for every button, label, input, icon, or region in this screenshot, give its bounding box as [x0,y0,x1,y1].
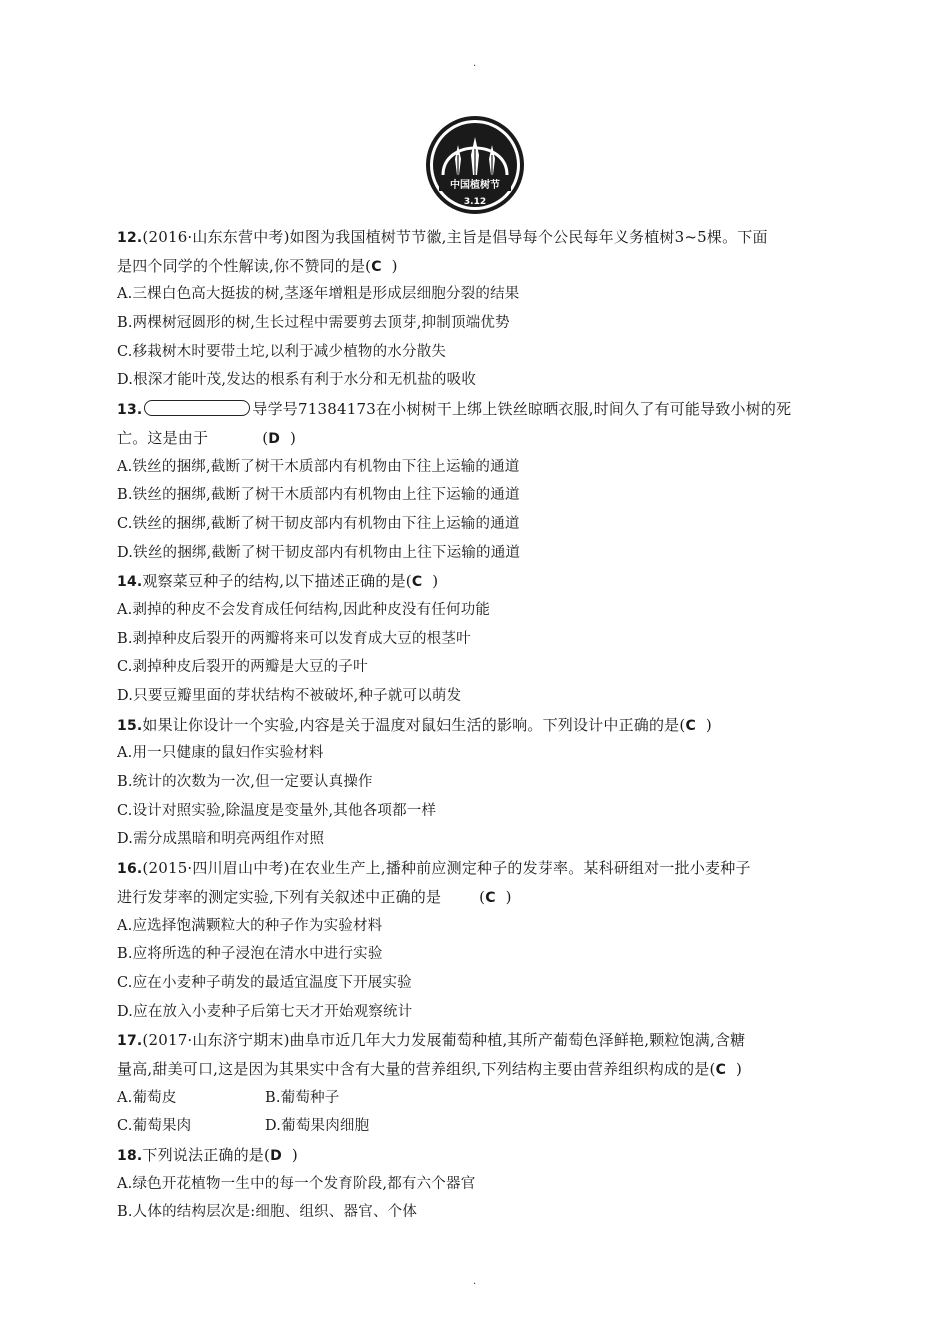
q14-stem-line1 [117,567,837,596]
emblem-date: 3.12 [463,197,487,207]
q13-option-a: A.铁丝的捆绑,截断了树干木质部内有机物由下往上运输的通道 [117,458,520,475]
q12-option-b: B.两棵树冠圆形的树,生长过程中需要剪去顶芽,抑制顶端优势 [117,315,510,332]
q13-answer: D [268,430,281,447]
q14-option-a: A.剥掉的种皮不会发育成任何结构,因此种皮没有任何功能 [117,601,491,618]
q16-text2: 进行发芽率的测定实验,下列有关叙述中正确的是 [117,887,442,906]
q18-number: 18. [117,1148,143,1164]
q17-answer: C [715,1061,727,1078]
q13-option-c: C.铁丝的捆绑,截断了树干韧皮部内有机物由下往上运输的通道 [117,515,520,532]
q17-close: ) [735,1059,743,1078]
tree-planting-day-emblem [425,115,525,215]
q16-option-d: D.应在放入小麦种子后第七天才开始观察统计 [117,1003,413,1020]
q15-close: ) [705,715,712,734]
q17-stem-line2 [117,1055,837,1084]
q16-answer: C [485,889,496,906]
q13-stem-line2 [117,424,837,453]
q12-close: ) [391,256,398,275]
q15-stem-line1 [117,711,837,740]
q17-options-row1 [117,1084,837,1113]
q15-option-b: B.统计的次数为一次,但一定要认真操作 [117,774,373,791]
q12-stem-line2 [117,252,837,281]
q16-option-c: C.应在小麦种子萌发的最适宜温度下开展实验 [117,974,412,991]
q12-text2: 是四个同学的个性解读,你不赞同的是( [117,256,372,275]
page-top-mark: . [473,58,477,69]
q14-number: 14. [117,574,143,591]
q16-text1: (2015·四川眉山中考)在农业生产上,播种前应测定种子的发芽率。某科研组对一批小麦种子 [142,859,751,878]
q13-option-b: B.铁丝的捆绑,截断了树干木质部内有机物由上往下运输的通道 [117,487,520,504]
question-list [117,223,837,1227]
q16-number: 16. [117,861,143,878]
q16-option-b: B.应将所选的种子浸泡在清水中进行实验 [117,946,383,963]
page-bottom-mark: . [473,1276,477,1287]
q13-stem-line1 [117,395,837,424]
q14-option-b: B.剥掉种皮后裂开的两瓣将来可以发育成大豆的根茎叶 [117,630,471,647]
q13-open: ( [262,428,269,447]
q17-option-a: A.葡萄皮 [117,1089,177,1106]
q12-answer: C [371,258,382,275]
q13-text2: 亡。这是由于 [117,428,209,447]
q16-stem-line1 [117,854,837,883]
q15-option-a: A.用一只健康的鼠妇作实验材料 [117,745,324,762]
q17-text1: (2017·山东济宁期末)曲阜市近几年大力发展葡萄种植,其所产葡萄色泽鲜艳,颗粒饱满,含糖 [142,1031,746,1050]
q15-option-c: C.设计对照实验,除温度是变量外,其他各项都一样 [117,802,437,819]
q16-close: ) [505,887,512,906]
q12-stem-line1 [117,223,837,252]
q15-option-d: D.需分成黑暗和明亮两组作对照 [117,831,325,848]
q17-number: 17. [117,1033,143,1050]
q17-stem-line1 [117,1026,837,1055]
q13-close: ) [290,428,297,447]
q18-option-a: A.绿色开花植物一生中的每一个发育阶段,都有六个器官 [117,1175,476,1192]
q15-number: 15. [117,717,143,734]
q14-option-c: C.剥掉种皮后裂开的两瓣是大豆的子叶 [117,659,368,676]
q13-text1: 导学号71384173在小树树干上绑上铁丝晾晒衣服,时间久了有可能导致小树的死 [252,400,792,419]
q16-option-a: A.应选择饱满颗粒大的种子作为实验材料 [117,917,383,934]
q14-text1: 观察菜豆种子的结构,以下描述正确的是( [142,572,412,591]
guide-number-box [144,400,250,416]
q16-stem-line2 [117,883,837,912]
q18-text1: 下列说法正确的是( [142,1146,271,1164]
q13-option-d: D.铁丝的捆绑,截断了树干韧皮部内有机物由上往下运输的通道 [117,544,521,561]
q17-text2: 量高,甜美可口,这是因为其果实中含有大量的营养组织,下列结构主要由营养组织构成的是( [117,1059,716,1078]
q12-number: 12. [117,230,143,246]
q17-option-d: D.葡萄果肉细胞 [265,1118,370,1135]
q14-option-d: D.只要豆瓣里面的芽状结构不被破坏,种子就可以萌发 [117,688,462,704]
q18-option-b: B.人体的结构层次是:细胞、组织、器官、个体 [117,1204,418,1221]
q12-option-c: C.移栽树木时要带土坨,以利于减少植物的水分散失 [117,343,447,360]
q17-option-c: C.葡萄果肉 [117,1118,192,1135]
q12-option-d: D.根深才能叶茂,发达的根系有利于水分和无机盐的吸收 [117,372,477,389]
q18-stem-line1 [117,1141,837,1170]
q12-text1: (2016·山东东营中考)如图为我国植树节节徽,主旨是倡导每个公民每年义务植树3~5棵。下面 [142,228,768,246]
q17-options-row2 [117,1112,837,1141]
q17-option-b: B.葡萄种子 [265,1089,340,1106]
emblem-name: 中国植树节 [450,180,500,191]
q18-answer: D [270,1148,282,1164]
q16-open: ( [479,887,486,906]
q15-answer: C [685,717,696,734]
q12-option-a: A.三棵白色高大挺拔的树,茎逐年增粗是形成层细胞分裂的结果 [117,286,520,303]
q18-close: ) [291,1146,298,1164]
q15-text1: 如果让你设计一个实验,内容是关于温度对鼠妇生活的影响。下列设计中正确的是( [142,715,686,734]
q14-close: ) [432,572,439,591]
q14-answer: C [411,574,423,591]
q13-number: 13. [117,402,143,419]
